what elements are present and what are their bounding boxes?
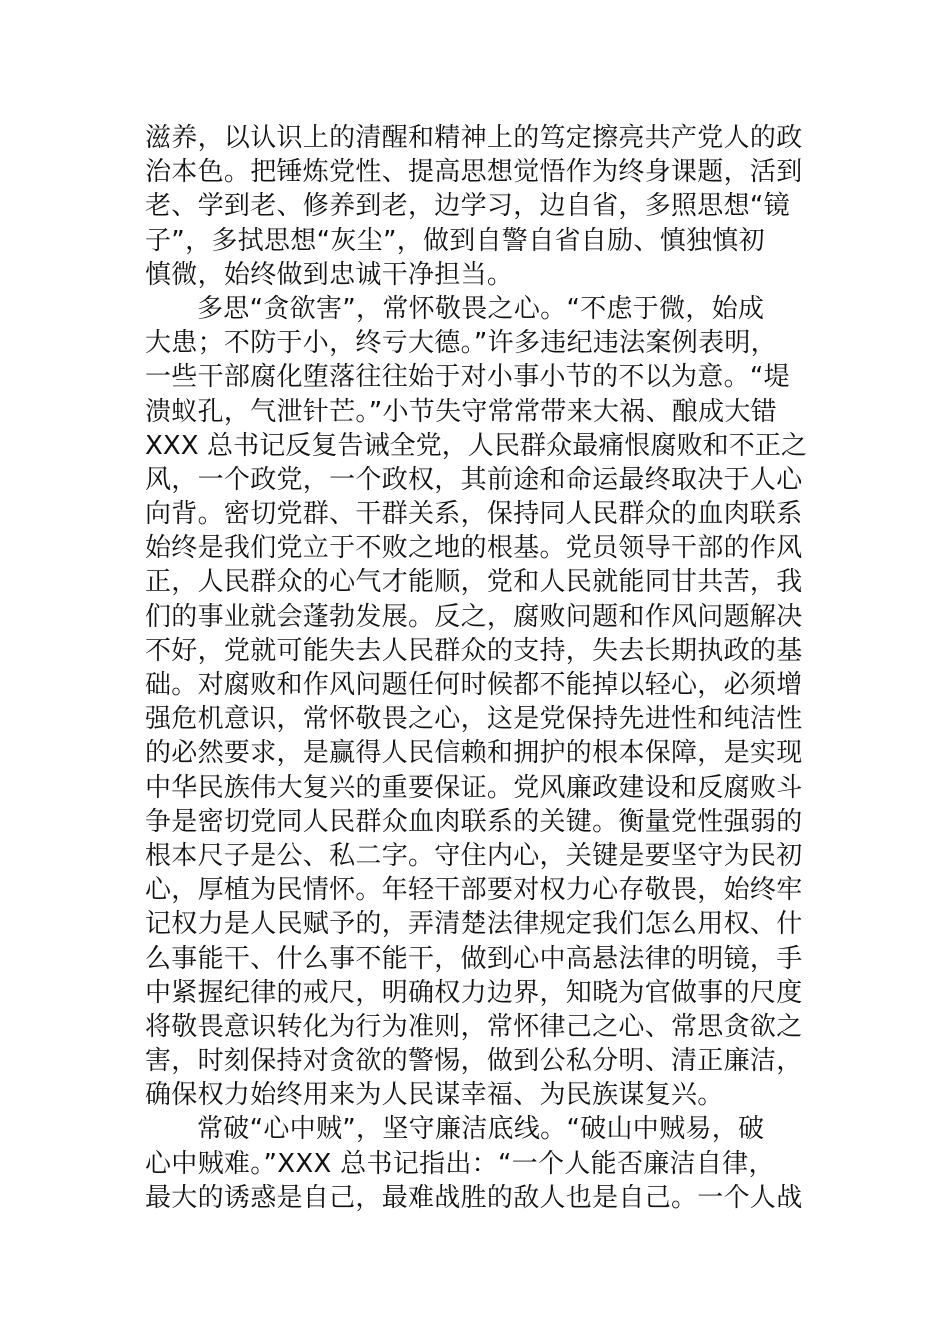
text-line: 强危机意识，常怀敬畏之心，这是党保持先进性和纯洁性	[145, 704, 803, 735]
text-line: 心中贼难。”XXX 总书记指出：“一个人能否廉洁自律，	[145, 1148, 775, 1179]
text-line: XXX 总书记反复告诫全党，人民群众最痛恨腐败和不正之	[145, 430, 807, 461]
text-line: 害，时刻保持对贪欲的警惕，做到公私分明、清正廉洁，	[145, 1046, 803, 1077]
text-line: 老、学到老、修养到老，边学习，边自省，多照思想“镜	[145, 191, 790, 222]
paragraph-first-line: 多思“贪欲害”，常怀敬畏之心。“不虑于微，始成	[197, 293, 765, 324]
text-line: 么事能干、什么事不能干，做到心中高悬法律的明镜，手	[145, 943, 803, 974]
text-line: 子”，多拭思想“灰尘”，做到自警自省自励、慎独慎初	[145, 225, 765, 256]
text-line: 不好，党就可能失去人民群众的支持，失去长期执政的基	[145, 635, 803, 666]
text-line: 大患；不防于小，终亏大德。”许多违纪违法案例表明，	[145, 328, 777, 359]
text-line: 的必然要求，是赢得人民信赖和拥护的根本保障，是实现	[145, 738, 803, 769]
text-line: 中紧握纪律的戒尺，明确权力边界，知晓为官做事的尺度	[145, 977, 803, 1008]
text-line: 确保权力始终用来为人民谋幸福、为民族谋复兴。	[145, 1080, 724, 1111]
text-line: 慎微，始终做到忠诚干净担当。	[145, 259, 514, 290]
text-line: 将敬畏意识转化为行为准则，常怀律己之心、常思贪欲之	[145, 1011, 803, 1042]
text-line: 心，厚植为民情怀。年轻干部要对权力心存敬畏，始终牢	[145, 875, 803, 906]
text-line: 正，人民群众的心气才能顺，党和人民就能同甘共苦，我	[145, 567, 803, 598]
text-line: 滋养，以认识上的清醒和精神上的笃定擦亮共产党人的政	[145, 123, 803, 153]
text-line: 治本色。把锤炼党性、提高思想觉悟作为终身课题，活到	[145, 157, 803, 188]
text-line: 根本尺子是公、私二字。守住内心，关键是要坚守为民初	[145, 840, 803, 871]
text-line: 最大的诱惑是自己，最难战胜的敌人也是自己。一个人战	[145, 1182, 803, 1213]
text-line: 们的事业就会蓬勃发展。反之，腐败问题和作风问题解决	[145, 601, 803, 632]
text-line: 溃蚁孔，气泄针芒。”小节失守常常带来大祸、酿成大错	[145, 396, 777, 427]
text-line: 向背。密切党群、干群关系，保持同人民群众的血肉联系	[145, 499, 803, 530]
paragraph-first-line: 常破“心中贼”，坚守廉洁底线。“破山中贼易，破	[197, 1114, 765, 1145]
text-line: 始终是我们党立于不败之地的根基。党员领导干部的作风	[145, 533, 803, 564]
text-line: 记权力是人民赋予的，弄清楚法律规定我们怎么用权、什	[145, 909, 803, 940]
text-line: 风，一个政党，一个政权，其前途和命运最终取决于人心	[145, 464, 803, 495]
text-line: 础。对腐败和作风问题任何时候都不能掉以轻心，必须增	[145, 670, 803, 700]
text-line: 中华民族伟大复兴的重要保证。党风廉政建设和反腐败斗	[145, 772, 803, 803]
text-line: 争是密切党同人民群众血肉联系的关键。衡量党性强弱的	[145, 806, 803, 837]
document-body-text	[145, 121, 807, 1215]
text-line: 一些干部腐化堕落往往始于对小事小节的不以为意。“堤	[145, 362, 790, 393]
